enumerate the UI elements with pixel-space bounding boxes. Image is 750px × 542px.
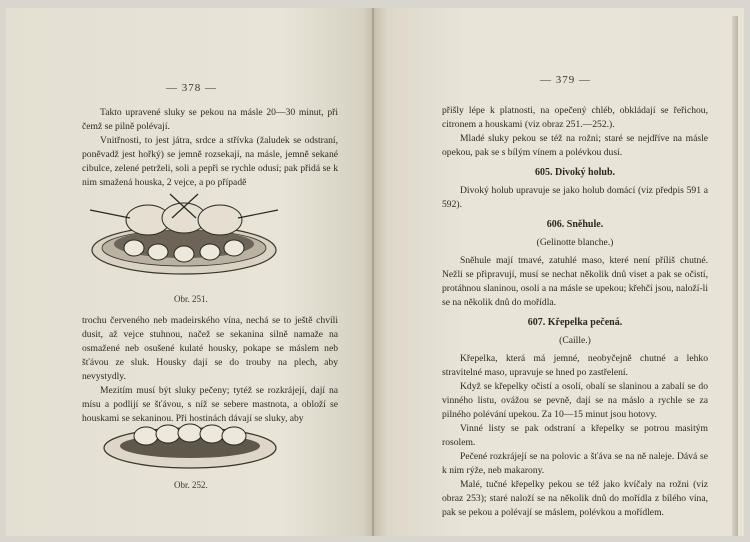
left-paragraph-4: Mezitím musí být sluky pečeny; tytéž se rozkrájejí, dají na mísu a podlijí se šťávou, s níž se sebere mastnota, a obloží se houskami se sekaninou. Při hostinách dávají se sluky, aby xyxy=(82,385,338,424)
right-text xyxy=(442,104,708,520)
heading-606: 606. Sněhule. xyxy=(546,219,604,230)
paragraph-607-c: Vinné listy se pak odstraní a křepelky se potrou masitým rosolem. xyxy=(442,423,708,448)
left-paragraph-3: trochu červeného neb madeirského vína, nechá se to ještě chvíli dusit, až vejce stuhnou, načež se sekanina silně namaže na osmažené neb osušené kulaté housky, pokape se máslem neb šťávou ze sluk. Housky dají se do trouby na plech, aby nevystydly. xyxy=(82,315,338,382)
roast-snipe-platter-illustration xyxy=(86,188,282,284)
snipe-toast-platter-illustration xyxy=(100,408,280,472)
page-edge xyxy=(732,16,738,536)
figure-252-caption: Obr. 252. xyxy=(174,480,208,490)
paragraph-605: Divoký holub upravuje se jako holub domácí (viz předpis 591 a 592). xyxy=(442,185,708,210)
subtitle-606: (Gelinotte blanche.) xyxy=(536,237,614,248)
right-page-number: — 379 — xyxy=(540,74,591,86)
right-paragraph-1: přišly lépe k platnosti, na opečený chléb, obkládají se řeřichou, citronem a houskami (viz obraz 251.—252.). xyxy=(442,105,708,130)
right-page xyxy=(374,8,744,536)
paragraph-607-e: Malé, tučné křepelky pekou se též jako kvíčaly na rožni (viz obraz 253); staré naloží se na několik dnů do mořídla z bílého vína, pak se pekou a polévají se máslem, polévkou a mořídlem. xyxy=(442,479,708,518)
subtitle-607: (Caille.) xyxy=(559,335,591,346)
paragraph-607-b: Když se křepelky očistí a osolí, obalí se slaninou a zabalí se do vinného listu, ovážou se pevně, dají se na máslo a rychle se za pilného polévání upekou. Za 10—15 minut jsou hotovy. xyxy=(442,381,708,420)
left-page-number: — 378 — xyxy=(166,82,217,94)
left-paragraph-2: Vnitřnosti, to jest játra, srdce a střívka (žaludek se odstraní, poněvadž jest hořký) se jemně rozsekají, na másle, jemně sekané cibulce, zelené petrželi, soli a pepři se rychle odusí; pak přidá se k nim smažená houska, 2 vejce, a po případě xyxy=(82,135,338,188)
left-page xyxy=(6,8,374,536)
left-text-top xyxy=(82,106,338,190)
heading-605: 605. Divoký holub. xyxy=(534,167,616,178)
left-paragraph-1: Takto upravené sluky se pekou na másle 20—30 minut, při čemž se pilně polévají. xyxy=(82,107,338,132)
figure-251-caption: Obr. 251. xyxy=(174,294,208,304)
paragraph-607-a: Křepelka, která má jemné, neobyčejně chutné a lehko stravitelné maso, upravuje se hned po zastřelení. xyxy=(442,353,708,378)
paragraph-606: Sněhule mají tmavé, zatuhlé maso, které není příliš chutné. Nežli se připravují, musí se nechat několik dnů viset a pak se očistí, protáhnou slaninou, osolí a na másle se upekou; křehčí jsou, naloží-li se na několik dnů do mořídla. xyxy=(442,255,708,308)
heading-607: 607. Křepelka pečená. xyxy=(527,317,623,328)
paragraph-607-d: Pečené rozkrájejí se na polovic a šťáva se na ně naleje. Dává se k nim rýže, neb makarony. xyxy=(442,451,708,476)
right-paragraph-2: Mladé sluky pekou se též na rožni; staré se nejdříve na másle opekou, pak se s bílým vínem a polévkou dusí. xyxy=(442,133,708,158)
